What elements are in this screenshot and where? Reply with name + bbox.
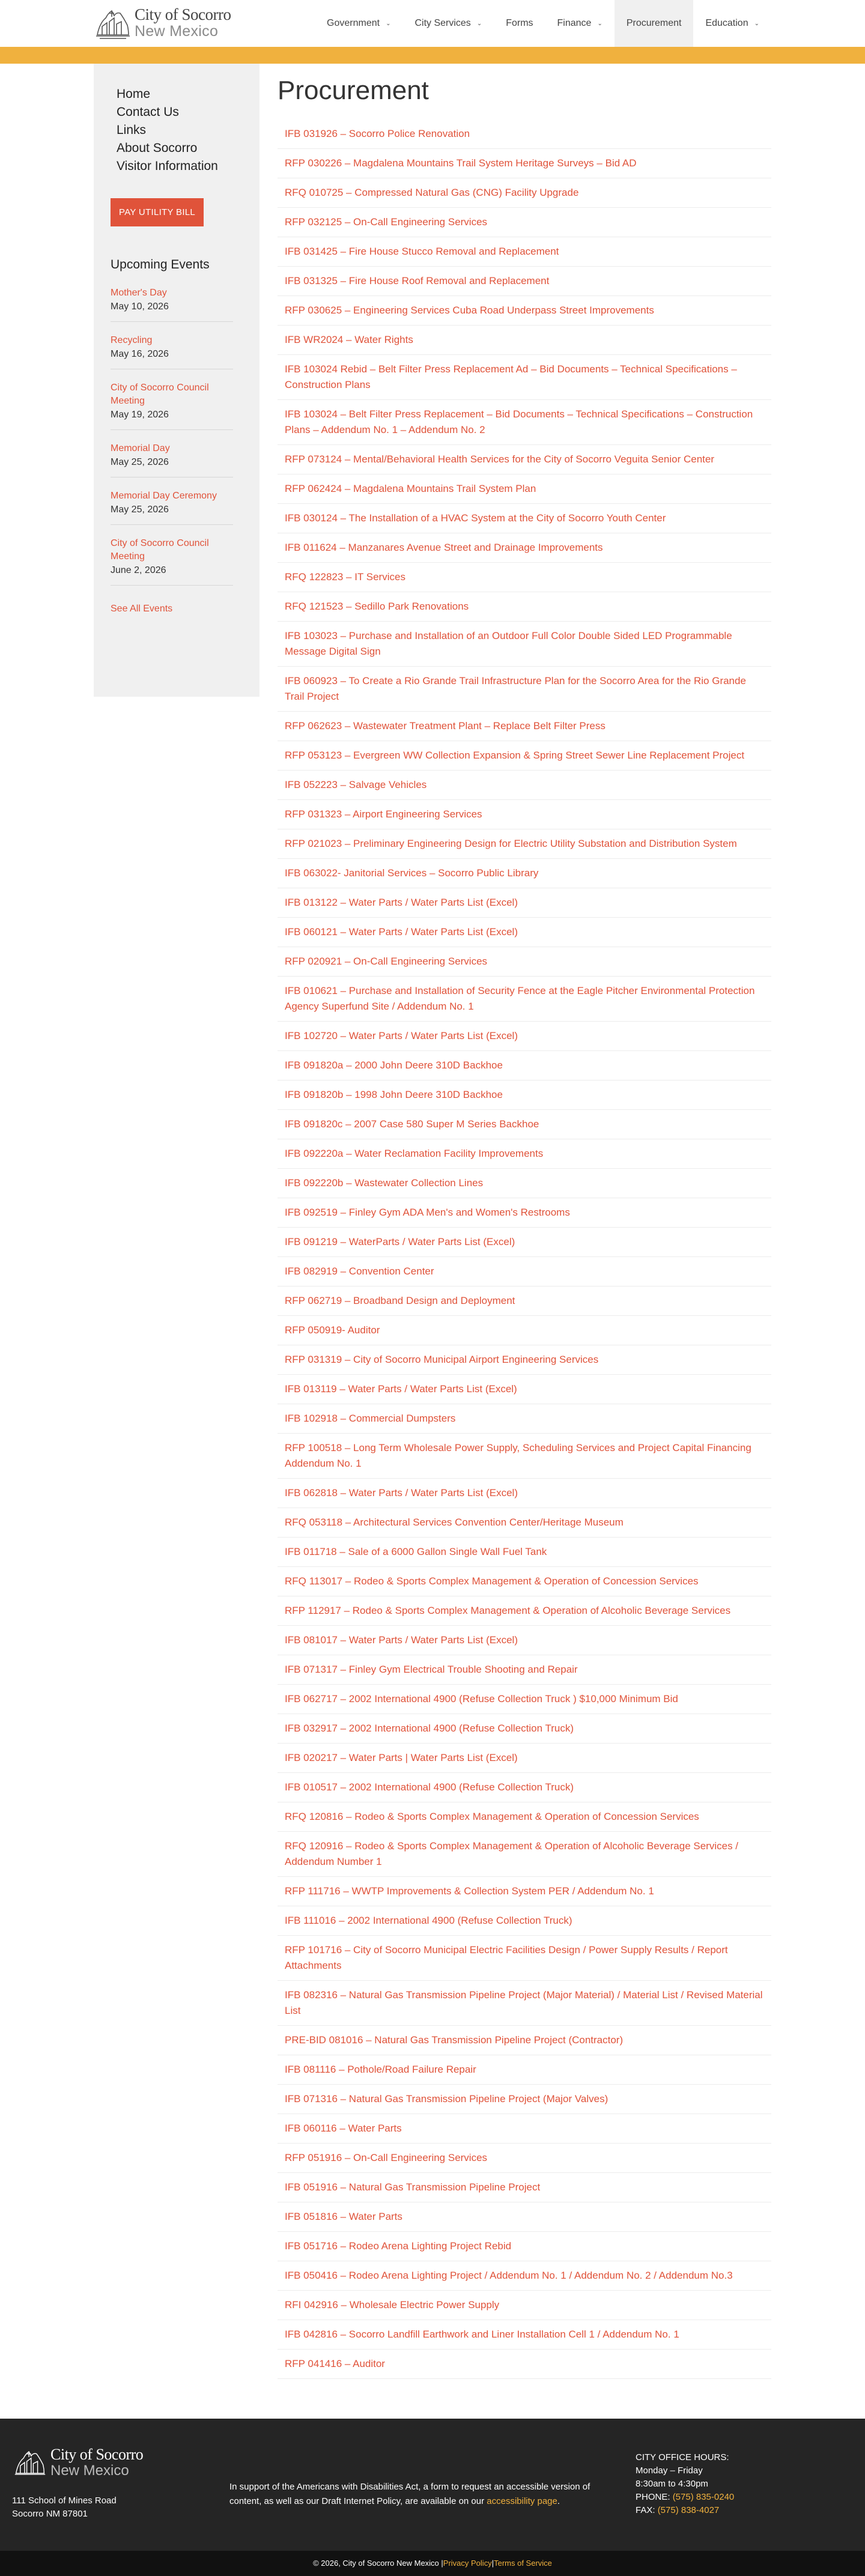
procurement-document-link[interactable]: RFP 050919- Auditor [285,1324,380,1336]
terms-of-service-link[interactable]: Terms of Service [494,2559,552,2568]
sidebar-link-links[interactable]: Links [117,123,147,137]
copyright-text: © 2026, City of Socorro New Mexico | [313,2559,443,2568]
event-item [111,272,233,322]
procurement-document-link[interactable]: RFP 101716 – City of Socorro Municipal Electric Facilities Design / Power Supply Results / Report Attachments [285,1944,728,1971]
procurement-list-item [278,296,771,326]
procurement-document-link[interactable]: IFB 060116 – Water Parts [285,2122,402,2134]
procurement-document-link[interactable]: IFB 102918 – Commercial Dumpsters [285,1412,456,1424]
footer-logo-city: City of Socorro [50,2445,144,2463]
procurement-list-item [278,1404,771,1434]
upcoming-events-heading: Upcoming Events [111,258,210,271]
main-navigation [315,0,771,47]
procurement-document-link[interactable]: RFP 032125 – On-Call Engineering Services [285,216,488,228]
event-item [111,430,233,477]
procurement-list-item [278,1479,771,1508]
procurement-document-link[interactable]: RFP 062623 – Wastewater Treatment Plant – Replace Belt Filter Press [285,720,606,732]
procurement-document-link[interactable]: IFB 042816 – Socorro Landfill Earthwork and Liner Installation Cell 1 / Addendum No. 1 [285,2328,679,2340]
event-date: May 10, 2026 [111,302,169,312]
procurement-list-item [278,120,771,149]
procurement-document-link[interactable]: IFB 031926 – Socorro Police Renovation [285,127,470,139]
procurement-list-item [278,2055,771,2085]
procurement-document-link[interactable]: IFB 103024 – Belt Filter Press Replacement – Bid Documents – Technical Specifications – Construction Plans – Addendum No. 1 – Addendum No. 2 [285,408,753,435]
hours-title: CITY OFFICE HOURS: [636,2452,729,2462]
procurement-list-item [278,1877,771,1906]
procurement-list-item [278,1906,771,1936]
procurement-list-item [278,1080,771,1110]
procurement-list-item [278,2173,771,2202]
event-date: May 16, 2026 [111,349,169,359]
page-title: Procurement [278,76,429,105]
procurement-list-item [278,1832,771,1877]
procurement-list-item [278,829,771,859]
procurement-document-link[interactable]: IFB 091219 – WaterParts / Water Parts List (Excel) [285,1235,515,1247]
procurement-document-link[interactable]: IFB 071316 – Natural Gas Transmission Pipeline Project (Major Valves) [285,2093,609,2105]
procurement-list-item [278,1936,771,1981]
procurement-list-item [278,2350,771,2379]
procurement-document-link[interactable]: IFB 091820a – 2000 John Deere 310D Backhoe [285,1059,503,1071]
procurement-document-link[interactable]: RFP 041416 – Auditor [285,2357,385,2369]
procurement-list-item [278,771,771,800]
procurement-document-link[interactable]: IFB 031425 – Fire House Stucco Removal and Replacement [285,245,559,257]
procurement-list-item [278,1596,771,1626]
procurement-list [278,120,771,2379]
procurement-document-link[interactable]: RFI 042916 – Wholesale Electric Power Supply [285,2299,500,2311]
ada-text: In support of the Americans with Disabilities Act, a form to request an accessible version of content, as well as our Draft Internet Policy, are available on our [229,2481,590,2506]
main-area [94,64,771,2403]
event-name-link[interactable]: City of Socorro Council Meeting [111,383,209,406]
procurement-list-item [278,563,771,592]
fax-link[interactable]: (575) 838-4027 [657,2505,720,2515]
procurement-document-link[interactable]: RFQ 113017 – Rodeo & Sports Complex Management & Operation of Concession Services [285,1575,699,1587]
procurement-list-item [278,1345,771,1375]
procurement-document-link[interactable]: IFB 091820b – 1998 John Deere 310D Backhoe [285,1088,503,1100]
logo-city-name: City of Socorro [135,5,231,23]
procurement-list-item [278,1051,771,1080]
procurement-document-link[interactable]: RFQ 053118 – Architectural Services Convention Center/Heritage Museum [285,1516,624,1528]
event-name-link[interactable]: Recycling [111,335,153,345]
nav-item-procurement[interactable] [615,0,694,47]
procurement-document-link[interactable]: IFB 020217 – Water Parts | Water Parts List (Excel) [285,1751,518,1763]
procurement-document-link[interactable]: IFB 013122 – Water Parts / Water Parts List (Excel) [285,896,518,908]
event-date: May 25, 2026 [111,505,169,515]
procurement-list-item [278,267,771,296]
procurement-document-link[interactable]: IFB 052223 – Salvage Vehicles [285,778,427,790]
procurement-list-item [278,977,771,1022]
procurement-document-link[interactable]: IFB 063022- Janitorial Services – Socorro Public Library [285,867,539,879]
procurement-document-link[interactable]: IFB 031325 – Fire House Roof Removal and Replacement [285,274,550,286]
procurement-document-link[interactable]: IFB 111016 – 2002 International 4900 (Refuse Collection Truck) [285,1914,572,1926]
sidebar-link-about-socorro[interactable]: About Socorro [117,141,198,155]
procurement-list-item [278,1228,771,1257]
caret-down-icon: ⌄ [476,20,482,27]
procurement-document-link[interactable]: IFB 051816 – Water Parts [285,2210,402,2222]
procurement-document-link[interactable]: RFP 073124 – Mental/Behavioral Health Services for the City of Socorro Veguita Senior Center [285,453,715,465]
nav-item-label: Procurement [626,18,682,28]
procurement-document-link[interactable]: RFP 062719 – Broadband Design and Deployment [285,1294,515,1306]
procurement-list-item [278,1981,771,2026]
procurement-list-item [278,400,771,445]
procurement-document-link[interactable]: IFB 082919 – Convention Center [285,1265,434,1277]
procurement-document-link[interactable]: IFB 062818 – Water Parts / Water Parts List (Excel) [285,1487,518,1499]
address-line-2: Socorro NM 87801 [12,2508,88,2519]
procurement-document-link[interactable]: IFB 062717 – 2002 International 4900 (Refuse Collection Truck ) $10,000 Minimum Bid [285,1693,678,1705]
procurement-document-link[interactable]: RFP 051916 – On-Call Engineering Services [285,2151,488,2163]
event-name-link[interactable]: City of Socorro Council Meeting [111,538,209,562]
see-all-events-link[interactable]: See All Events [111,604,173,614]
procurement-document-link[interactable]: RFQ 120916 – Rodeo & Sports Complex Management & Operation of Alcoholic Beverage Services / Addendum Number 1 [285,1840,739,1867]
procurement-list-item [278,1375,771,1404]
footer-address [12,2494,117,2521]
city-seal-logo [12,2446,48,2479]
procurement-document-link[interactable]: IFB 082316 – Natural Gas Transmission Pipeline Project (Major Material) / Material List / Revised Material List [285,1989,763,2016]
sidebar-link-home[interactable]: Home [117,87,151,101]
procurement-list-item [278,592,771,622]
sidebar [94,64,260,697]
procurement-list-item [278,1139,771,1169]
procurement-document-link[interactable]: RFQ 120816 – Rodeo & Sports Complex Management & Operation of Concession Services [285,1810,699,1822]
procurement-document-link[interactable]: RFP 021023 – Preliminary Engineering Design for Electric Utility Substation and Distribution System [285,837,737,849]
procurement-list-item [278,918,771,947]
nav-item-label: Government [327,18,380,28]
procurement-list-item [278,355,771,400]
procurement-list-item [278,1169,771,1198]
procurement-document-link[interactable]: IFB 032917 – 2002 International 4900 (Refuse Collection Truck) [285,1722,574,1734]
procurement-document-link[interactable]: IFB 102720 – Water Parts / Water Parts List (Excel) [285,1029,518,1041]
procurement-list-item [278,1685,771,1714]
event-item [111,322,233,369]
procurement-list-item [278,1655,771,1685]
procurement-list-item [278,178,771,208]
procurement-list-item [278,1508,771,1538]
procurement-list-item [278,1567,771,1596]
procurement-document-link[interactable]: RFP 062424 – Magdalena Mountains Trail System Plan [285,482,536,494]
procurement-document-link[interactable]: IFB 051716 – Rodeo Arena Lighting Project Rebid [285,2240,512,2252]
procurement-list-item [278,2085,771,2114]
procurement-document-link[interactable]: IFB 013119 – Water Parts / Water Parts List (Excel) [285,1383,517,1395]
caret-down-icon: ⌄ [597,20,602,27]
procurement-document-link[interactable]: IFB 051916 – Natural Gas Transmission Pipeline Project [285,2181,541,2193]
caret-down-icon: ⌄ [386,20,391,27]
nav-item-education[interactable] [693,0,771,47]
procurement-list-item [278,1110,771,1139]
ada-end: . [557,2496,560,2506]
event-item [111,525,233,586]
procurement-list-item [278,741,771,771]
procurement-list-item [278,1626,771,1655]
event-item [111,477,233,525]
address-line-1: 111 School of Mines Road [12,2495,117,2506]
ada-notice [229,2480,614,2509]
phone-label: PHONE: [636,2491,673,2502]
procurement-document-link[interactable]: IFB 071317 – Finley Gym Electrical Trouble Shooting and Repair [285,1663,578,1675]
procurement-list-item [278,947,771,977]
privacy-policy-link[interactable]: Privacy Policy [443,2559,492,2568]
procurement-list-item [278,237,771,267]
procurement-list-item [278,667,771,712]
accessibility-page-link[interactable]: accessibility page [487,2496,557,2506]
procurement-document-link[interactable]: IFB WR2024 – Water Rights [285,333,413,345]
event-name-link[interactable]: Memorial Day [111,443,170,453]
event-name-link[interactable]: Memorial Day Ceremony [111,491,217,501]
event-date: May 25, 2026 [111,457,169,467]
procurement-document-link[interactable]: IFB 103023 – Purchase and Installation of an Outdoor Full Color Double Sided LED Programmable Message Digital Sign [285,629,732,657]
procurement-list-item [278,2232,771,2261]
procurement-list-item [278,622,771,667]
procurement-list-item [278,2320,771,2350]
site-header [0,0,865,47]
procurement-document-link[interactable]: IFB 010621 – Purchase and Installation of Security Fence at the Eagle Pitcher Environmental Protection Agency Superfund Site / Addendum No. 1 [285,984,755,1012]
procurement-document-link[interactable]: RFP 100518 – Long Term Wholesale Power Supply, Scheduling Services and Project Capital Financing Addendum No. 1 [285,1441,751,1469]
site-logo[interactable] [94,5,231,41]
nav-item-finance[interactable] [545,0,615,47]
nav-item-label: Forms [506,18,533,28]
city-seal-logo [94,5,132,41]
caret-down-icon: ⌄ [754,20,759,27]
procurement-document-link[interactable]: RFP 111716 – WWTP Improvements & Collection System PER / Addendum No. 1 [285,1885,654,1897]
event-name-link[interactable]: Mother's Day [111,288,167,298]
hours-time: 8:30am to 4:30pm [636,2478,708,2489]
phone-link[interactable]: (575) 835-0240 [672,2491,735,2502]
procurement-list-item [278,445,771,474]
event-date: May 19, 2026 [111,410,169,420]
nav-item-forms[interactable] [494,0,545,47]
procurement-list-item [278,533,771,563]
procurement-list-item [278,1773,771,1802]
sidebar-nav [111,85,260,175]
procurement-list-item [278,1022,771,1051]
separator: | [491,2559,494,2568]
procurement-list-item [278,1198,771,1228]
procurement-document-link[interactable]: IFB 092220a – Water Reclamation Facility Improvements [285,1147,544,1159]
procurement-list-item [278,712,771,741]
procurement-list-item [278,2144,771,2173]
event-date: June 2, 2026 [111,565,166,575]
procurement-list-item [278,859,771,888]
nav-item-government[interactable] [315,0,402,47]
procurement-list-item [278,1744,771,1773]
nav-item-label: City Services [414,18,471,28]
procurement-document-link[interactable]: RFQ 010725 – Compressed Natural Gas (CNG) Facility Upgrade [285,186,579,198]
procurement-list-item [278,149,771,178]
procurement-list-item [278,474,771,504]
procurement-list-item [278,326,771,355]
procurement-document-link[interactable]: IFB 011718 – Sale of a 6000 Gallon Single Wall Fuel Tank [285,1545,547,1557]
procurement-document-link[interactable]: IFB 060923 – To Create a Rio Grande Trail Infrastructure Plan for the Socorro Area for the Rio Grande Trail Project [285,674,746,702]
copyright-bar [0,2551,865,2576]
procurement-list-item [278,1714,771,1744]
procurement-list-item [278,2261,771,2291]
nav-item-city-services[interactable] [402,0,494,47]
procurement-document-link[interactable]: RFP 112917 – Rodeo & Sports Complex Management & Operation of Alcoholic Beverage Services [285,1604,731,1616]
event-item [111,369,233,430]
procurement-list-item [278,504,771,533]
sidebar-link-contact-us[interactable]: Contact Us [117,105,179,119]
procurement-list-item [278,2114,771,2144]
procurement-list-item [278,208,771,237]
logo-state-name: New Mexico [135,23,219,40]
procurement-document-link[interactable]: IFB 091820c – 2007 Case 580 Super M Series Backhoe [285,1118,539,1130]
procurement-document-link[interactable]: IFB 030124 – The Installation of a HVAC System at the City of Socorro Youth Center [285,512,666,524]
procurement-document-link[interactable]: IFB 081017 – Water Parts / Water Parts List (Excel) [285,1634,518,1646]
nav-item-label: Finance [557,18,592,28]
procurement-document-link[interactable]: IFB 050416 – Rodeo Arena Lighting Project / Addendum No. 1 / Addendum No. 2 / Addendum No.3 [285,2269,733,2281]
procurement-document-link[interactable]: PRE-BID 081016 – Natural Gas Transmission Pipeline Project (Contractor) [285,2034,624,2046]
events-list [111,272,260,586]
procurement-document-link[interactable]: IFB 092220b – Wastewater Collection Lines [285,1177,484,1189]
footer-logo[interactable] [12,2446,143,2479]
procurement-list-item [278,2202,771,2232]
procurement-document-link[interactable]: RFP 030625 – Engineering Services Cuba Road Underpass Street Improvements [285,304,654,316]
site-footer [0,2419,865,2551]
procurement-document-link[interactable]: RFP 030226 – Magdalena Mountains Trail System Heritage Surveys – Bid AD [285,157,637,169]
procurement-list-item [278,800,771,829]
procurement-document-link[interactable]: IFB 011624 – Manzanares Avenue Street and Drainage Improvements [285,541,603,553]
sidebar-link-visitor-information[interactable]: Visitor Information [117,159,218,173]
procurement-list-item [278,1802,771,1832]
procurement-document-link[interactable]: IFB 092519 – Finley Gym ADA Men's and Women's Restrooms [285,1206,570,1218]
procurement-list-item [278,1257,771,1286]
main-content [260,64,771,2403]
procurement-document-link[interactable]: IFB 103024 Rebid – Belt Filter Press Replacement Ad – Bid Documents – Technical Specifications – Construction Plans [285,363,737,390]
header-accent-stripe [0,47,865,64]
procurement-list-item [278,888,771,918]
procurement-list-item [278,2026,771,2055]
procurement-document-link[interactable]: IFB 081116 – Pothole/Road Failure Repair [285,2063,476,2075]
procurement-document-link[interactable]: IFB 010517 – 2002 International 4900 (Refuse Collection Truck) [285,1781,574,1793]
procurement-list-item [278,1316,771,1345]
procurement-document-link[interactable]: RFQ 121523 – Sedillo Park Renovations [285,600,469,612]
nav-item-label: Education [705,18,748,28]
hours-days: Monday – Friday [636,2465,703,2476]
pay-utility-bill-button[interactable]: PAY UTILITY BILL [111,198,204,226]
procurement-list-item [278,2291,771,2320]
footer-logo-state: New Mexico [50,2462,129,2479]
procurement-document-link[interactable]: IFB 060121 – Water Parts / Water Parts List (Excel) [285,926,518,938]
procurement-list-item [278,1434,771,1479]
procurement-document-link[interactable]: RFQ 122823 – IT Services [285,571,405,583]
procurement-document-link[interactable]: RFP 053123 – Evergreen WW Collection Expansion & Spring Street Sewer Line Replacement Project [285,749,745,761]
procurement-document-link[interactable]: RFP 020921 – On-Call Engineering Services [285,955,488,967]
fax-label: FAX: [636,2505,658,2515]
office-hours [636,2451,734,2517]
procurement-document-link[interactable]: RFP 031319 – City of Socorro Municipal Airport Engineering Services [285,1353,599,1365]
procurement-list-item [278,1538,771,1567]
procurement-document-link[interactable]: RFP 031323 – Airport Engineering Services [285,808,482,820]
procurement-list-item [278,1286,771,1316]
